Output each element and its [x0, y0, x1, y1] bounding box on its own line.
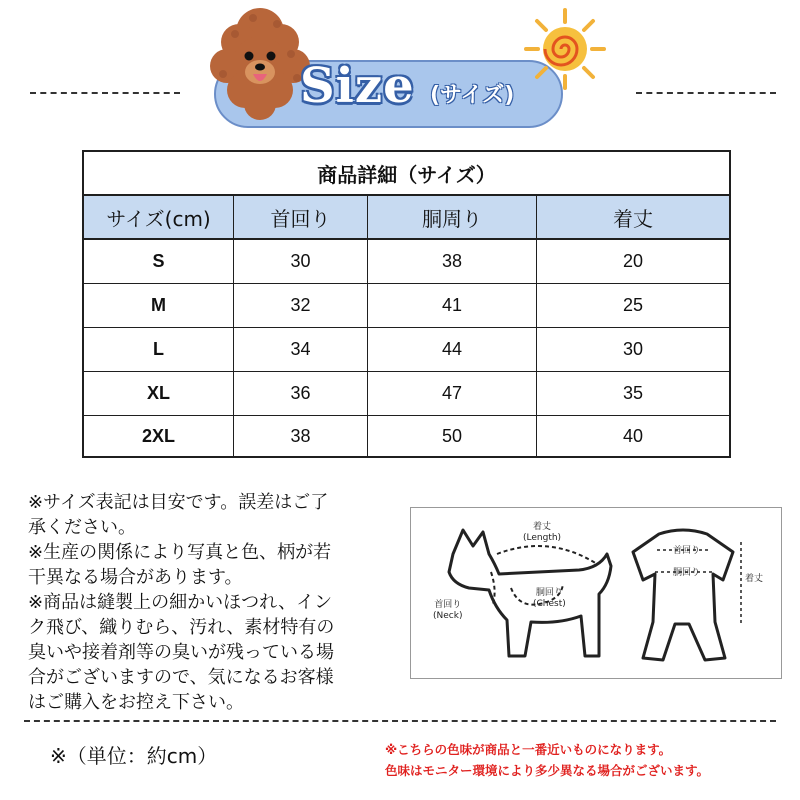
length-cell: 20 [622, 251, 644, 271]
shirt-chest-label: 胴回り [673, 568, 701, 578]
dog-silhouette-icon [439, 524, 619, 672]
size-title: Size [300, 58, 415, 114]
length-cell: 30 [622, 339, 644, 359]
note-line: ※生産の関係により写真と色、柄が若 [28, 542, 332, 563]
shirt-length-label: 着丈 [745, 574, 764, 584]
header-right-dash [636, 92, 776, 94]
table-row [84, 328, 729, 372]
header-left-dash [30, 92, 180, 94]
poodle-icon [205, 4, 315, 122]
chest-cell: 44 [368, 328, 537, 371]
color-note: ※こちらの色味が商品と一番近いものになります。 [385, 742, 672, 757]
neck-cell: 30 [234, 240, 368, 283]
size-title-paren: (サイズ) [430, 83, 515, 108]
chest-label [533, 588, 566, 610]
note-line: 合がございますので、気になるお客様 [28, 667, 334, 688]
size-cell: S [84, 240, 234, 283]
chest-cell: 38 [368, 240, 537, 283]
chest-cell: 41 [368, 284, 537, 327]
note-line: 干異なる場合があります。 [28, 567, 243, 588]
chest-cell: 47 [368, 372, 537, 415]
length-cell: 35 [622, 383, 644, 403]
header-neck: 首回り [234, 196, 368, 238]
chest-cell: 50 [368, 416, 537, 456]
size-table [82, 150, 731, 458]
neck-cell: 38 [234, 416, 368, 456]
length-cell: 40 [622, 425, 644, 446]
neck-cell: 34 [234, 328, 368, 371]
note-line: はご購入をお控え下さい。 [28, 692, 244, 713]
neck-label [433, 600, 462, 622]
note-line: 臭いや接着剤等の臭いが残っている場 [28, 642, 334, 663]
length-label-en: (Length) [523, 533, 562, 543]
table-row [84, 284, 729, 328]
header-chest: 胴周り [368, 196, 537, 238]
footer-dash [24, 720, 776, 722]
neck-cell: 36 [234, 372, 368, 415]
size-cell: XL [84, 372, 234, 415]
size-cell: 2XL [84, 416, 234, 456]
note-line: ク飛び、織りむら、汚れ、素材特有の [28, 617, 335, 638]
table-row [84, 372, 729, 416]
header-size: サイズ(cm) [84, 196, 234, 238]
header-length: 着丈 [613, 206, 653, 231]
table-row [84, 240, 729, 284]
table-row [84, 416, 729, 456]
note-line: ※サイズ表記は目安です。誤差はご了 [28, 492, 329, 513]
neck-label-jp: 首回り [434, 600, 462, 610]
sun-icon [520, 6, 610, 92]
size-cell: M [84, 284, 234, 327]
chest-label-en: (Chest) [533, 599, 566, 609]
neck-cell: 32 [234, 284, 368, 327]
length-label-jp: 着丈 [533, 522, 552, 532]
shirt-neck-label: 首回り [673, 546, 701, 556]
unit-note: ※（単位：約cm） [50, 744, 218, 768]
table-title: 商品詳細（サイズ） [84, 152, 729, 196]
note-line: ※商品は縫製上の細かいほつれ、イン [28, 592, 333, 613]
note-line: 承ください。 [28, 517, 136, 538]
table-header-row [84, 196, 729, 240]
color-note: 色味はモニター環境により多少異なる場合がございます。 [385, 763, 710, 778]
length-label [523, 522, 561, 544]
measurement-diagram [410, 507, 782, 679]
neck-label-en: (Neck) [433, 611, 463, 621]
chest-label-jp: 胴回り [535, 588, 563, 598]
length-cell: 25 [622, 295, 644, 315]
size-cell: L [84, 328, 234, 371]
notes-block [28, 490, 400, 715]
